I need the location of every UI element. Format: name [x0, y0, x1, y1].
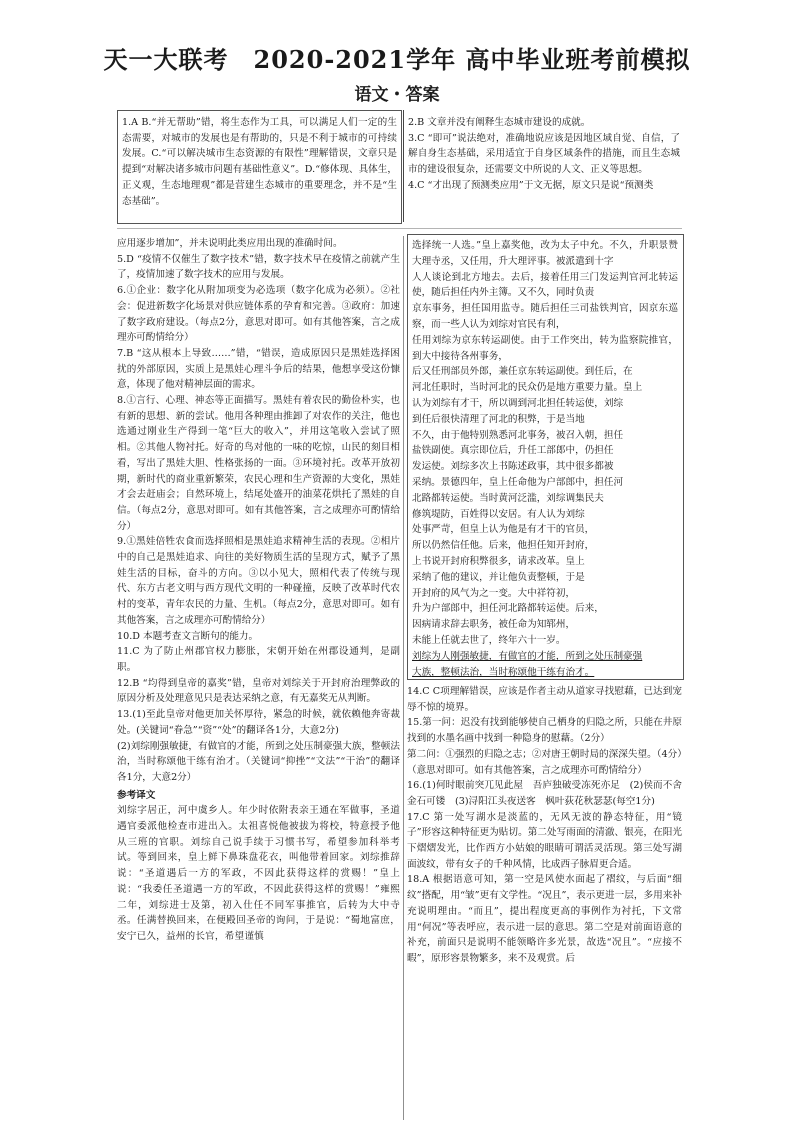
translation-line: 采纳了他的建议，并让他负责整顿，于是 [412, 571, 585, 583]
answer-4: 4.C “才出现了预测类应用”于文无据，原文只是说“预测类 [408, 179, 654, 191]
left-column [117, 236, 400, 1120]
translation-line: 北路都转运使。当时黄河泛滥，刘综调集民夫 [412, 492, 604, 504]
translation-line: 后又任刑部员外郎，兼任京东转运副使。到任后，在 [412, 366, 633, 378]
top-left-block [122, 115, 397, 220]
translation-line: 任用刘综为京东转运副使。由于工作突出，转为监察院推官，到大中接待各州事务， [412, 334, 678, 362]
answer-15-2: 第二问：①强烈的归隐之志；②对唐王朝时局的深深失望。（4分）（意思对即可。如有其他答案，言之成理亦可酌情给分） [407, 748, 682, 776]
translation-line: 处事严苛，但皇上认为他是有才干的官员， [412, 524, 595, 536]
answer-10: 10.D 本题考查文言断句的能力。 [117, 630, 259, 642]
translation-line: 升为户部郎中，担任河北路都转运使。后来， [412, 603, 604, 615]
translation-line: 河北任职时，当时河北的民众仍是地方重要力量。皇上 [412, 382, 643, 394]
answer-2: 2.B 文章并没有阐释生态城市建设的成就。 [408, 117, 591, 128]
answer-8: 8.①言行、心理、神态等正面描写。黑娃有着农民的勤俭朴实，也有新的思想、新的尝试。他用各种理由推卸了对农作的关注，他也选通过刚业生产得到一笔“巨大的收入”，并用这笔收入尝试了照相。②其他人物衬托。好奇的鸟对他的一味的吃惊，山民的刻目相看，写出了黑娃大胆、性格张扬的一面。③环境衬托。改革开放初期，新时代的商业重新繁荣，农民心理和生产资源的大变化，黑娃才会去赶庙会；自然环境上，结尾处盛开的油菜花烘托了黑娃的自信。（每点2分，意思对即可。如有其他答案，言之成理亦可酌情给分） [117, 395, 400, 532]
section-separator [117, 228, 682, 229]
reference-translation-heading: 参考译文 [117, 789, 156, 801]
answer-13-1: 13.(1)至此皇帝对他更加关怀厚待，紧急的时候，就依赖他奔寄裁处。(关键词“眷急”“资”“处”的翻译各1分，大意2分) [117, 709, 400, 736]
answer-15: 15.第一问：迟没有找到能够使自己栖身的归隐之所，只能在井原找到的水墨名画中找到一种隐身的慰藉。（2分） [407, 717, 682, 745]
translation-line: 盐铁副使。真宗即位后，升任工部郎中，仍担任 [412, 445, 614, 457]
translation-line: 认为刘综有才干，所以调到河北担任转运使，刘综 [412, 397, 624, 409]
translation-line: 修筑堤防，百姓得以安居。有人认为刘综 [412, 508, 585, 520]
translation-line: 所以仍然信任他。后来，他担任知开封府， [412, 540, 595, 552]
translation-line: 开封府的风气为之一变。大中祥符初， [412, 587, 576, 599]
top-right-block [408, 115, 680, 220]
answer-12: 12.B “均得到皇帝的嘉奖”错，皇帝对刘综关于开封府治理弊政的原因分析及处理意见只是表达采纳之意，有无嘉奖无从判断。 [117, 677, 400, 705]
answer-16: 16.(1)何时眼前突兀见此屋 吾庐独破受冻死亦足 (2)侯而不舍 金石可镂 (3)浔阳江头夜送客 枫叶荻花秋瑟瑟(每空1分) [407, 780, 692, 807]
translation-line: 采纳。景德四年，皇上任命他为户部郎中，担任河 [412, 476, 624, 488]
translation-line: 京东事务，担任国用监寺。随后担任三司盐铁判官，因京东巡察，而一些人认为刘综对官民有利， [412, 303, 678, 330]
translation-line: 选择统一人选。”皇上嘉奖他，改为太子中允。不久，升职景赞大理寺丞，又任用，升大理评事。被派遣到十字 [412, 240, 678, 267]
translation-line: 到任后很快清理了河北的积弊，于是当地 [412, 413, 585, 425]
translation-text-left: 刘综字居正，河中虞乡人。年少时依附表亲王通在军做事，圣道遇官委派他检查市进出入。太祖喜悦他被拔为将校，特意授予他从三班的官职。刘综自己说手续于习惯书写，希望参加科举考试。等到回来，皇上鲜下鼻珠盘花衣，叫他带着回家。刘综推辞说：“圣道遇后一方的军政，不因此获得这样的赏赐！”皇上说：“我委任圣道遇一方的军政，不因此获得这样的赏赐！”雍熙二年，刘综进士及第，初入仕任不同军事推官，后转为大中寺丞。任满替换回来，在便殿回圣帝的询问，于是说：“蜀地富庶，安宁已久，益州的长官，希望谨慎 [117, 805, 400, 942]
answer-4-cont: 应用逐步增加”，并未说明此类应用出现的准确时间。 [117, 238, 343, 249]
page-title: 天一大联考 2020-2021学年 高中毕业班考前模拟 [103, 45, 691, 74]
translation-line: 不久，由于他特别熟悉河北事务，被召入朝，担任 [412, 429, 624, 441]
translation-line: 未能上任就去世了，终年六十一岁。 [412, 634, 566, 646]
translation-line: 刘综为人刚强敏捷，有做官的才能，所到之处压制豪强 [412, 650, 643, 662]
answer-9: 9.①黑娃倍牲农食而选择照相是黑娃追求精神生活的表现。②相片中的自己是黑娃追求、向往的美好物质生活的呈现方式，赋予了黑娃生活的目标，奋斗的方向。③以小见大，照相代表了传统与现代、东方古老文明与西方现代文明的一种碰撞，反映了改革时代农村的变革，青年农民的力量、生机。（每点2分，意思对即可。如有其他答案，言之成理亦可酌情给分） [117, 536, 400, 626]
answer-18: 18.A 根据语意可知，第一空是风使水面起了褶纹，与后面“细纹”搭配，用“皱”更有文学性。“况且”，表示更进一层，多用来补充说明理由。“而且”，提出程度更高的事例作为衬托，下文常用“何况”等表呼应，表示进一层的意思。第二空是对前面语意的补充，前面只是说明不能领略许多光景，故选“况且”。“应接不暇”，原形容景物繁多，来不及观赏。后 [407, 874, 682, 964]
answer-14: 14.C C项理解错误，应该是作者主动从道家寻找慰藉，已达到宠辱不惊的境界。 [407, 686, 682, 713]
right-answers [407, 684, 692, 1120]
answer-1: 1.A B.“并无帮助”错，将生态作为工具，可以满足人们一定的生态需要，对城市的发展也是有帮助的，只是不利于城市的可持续发展。C.“可以解决城市生态资源的有限性”理解错误，文章只是提到“对解决诸多城市问题有基础性意义”。D.“修体现、具体生，正义观，生态地理观”都是营建生态城市的重要理念，并不是“生态基础”。 [122, 117, 397, 207]
translation-line: 人人谈论到北方地去。去后，接着任用三门发运判官河北转运使，随后担任内外主簿。又不久，同时负责 [412, 271, 678, 299]
top-divider [403, 110, 404, 222]
answer-7: 7.B “这从根本上导致……”错，“错误，造成原因只是黑娃选择困扰的外部原因，实质上是黑娃心理斗争后的结果，他想享受这份慷意，体现了他对精神层面的需求。 [117, 347, 400, 391]
translation-text-right [412, 238, 678, 676]
answer-3: 3.C “即可”说法绝对，准确地说应该是因地区域自觉、自信，了解自身生态基础，采用适宜于自身区域条件的措施，而且生态城市的建设很复杂，还需要文中所说的人文、正义等思想。 [408, 132, 680, 176]
translation-line: 因病请求辞去职务，被任命为知郓州， [412, 619, 576, 631]
translation-line: 上书说开封府积弊很多，请求改革。皇上 [412, 555, 585, 567]
page-subtitle: 语文・答案 [354, 85, 440, 105]
answer-11: 11.C 为了防止州郡官权力膨胀，宋朝开始在州郡设通判，是副职。 [117, 646, 400, 673]
answer-6: 6.①企业：数字化从附加项变为必选项（数字化成为必须）。②社会：促进新数字化场景对供应链体系的孕育和完善。③政府：加速了数字政府建设。（每点2分，意思对即可。如有其他答案，言之成理亦可酌情给分） [117, 285, 400, 344]
column-divider [403, 236, 404, 1120]
translation-line: 大族，整顿法治，当时称颂他干练有治才。 [412, 666, 595, 678]
translation-line: 发运使。刘综多次上书陈述政事，其中很多都被 [412, 461, 614, 473]
answer-17: 17.C 第一处写湖水是淡蓝的，无风无波的静态特征，用“镜子”形容这种特征更为贴切。第二处写雨面的清澈、银亮，在阳光下熠熠发光，比作西方小姑娘的眼睛可谓活灵活现。第三处写湖面波纹，带有女子的千种风情，比成西子脉眉更合适。 [407, 811, 682, 870]
answer-13-2: (2)刘综刚强敏捷，有做官的才能，所到之处压制豪强大族，整顿法治，当时称颂他干练有治才。（关键词“抑挫”“文法”“干治”的翻译各1分，大意2分） [117, 740, 400, 783]
answer-5: 5.D “疫情不仅催生了数字技术”错，数字技术早在疫情之前就产生了，疫情加速了数字技术的应用与发展。 [117, 253, 400, 281]
